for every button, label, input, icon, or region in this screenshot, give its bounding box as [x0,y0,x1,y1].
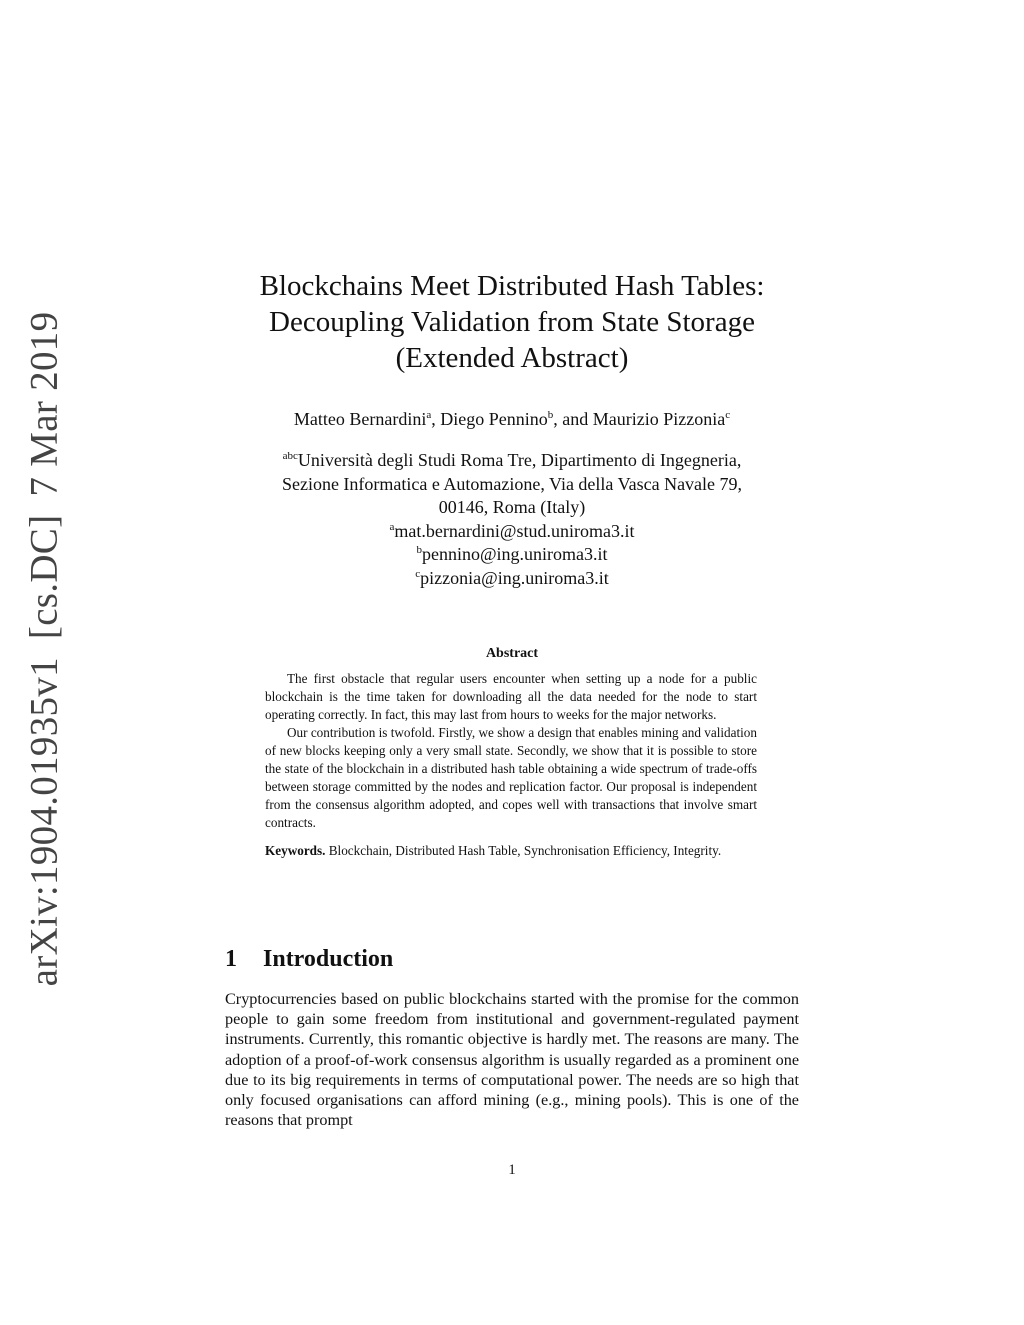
section-heading [225,946,393,973]
affiliation-line-2: Sezione Informatica e Automazione, Via della Vasca Navale 79, [281,473,743,494]
affiliation-mark: abc [282,450,298,462]
arxiv-date: 7 Mar 2019 [22,311,66,497]
author-affil-mark: a [426,409,432,421]
author-name: Maurizio Pizzonia [592,409,726,429]
email-mark: a [389,520,395,533]
email-b[interactable]: pennino@ing.uniroma3.it [421,544,608,564]
abstract-body [265,670,757,860]
title-line-3: (Extended Abstract) [395,342,629,374]
title-line-1: Blockchains Meet Distributed Hash Tables: [259,270,765,302]
arxiv-id: arXiv:1904.01935v1 [22,657,66,987]
author-name: Matteo Bernardini [293,409,427,429]
author-name: Diego Pennino [440,409,548,429]
section-title: Introduction [263,946,394,972]
keywords-list: Blockchain, Distributed Hash Table, Synchronisation Efficiency, Integrity. [328,843,722,858]
author-affil-mark: b [547,409,554,421]
affiliation-text: Università degli Studi Roma Tre, Dipartimento di Ingegneria, [297,450,742,470]
abstract-paragraph-2: Our contribution is twofold. Firstly, we show a design that enables mining and validation of new blocks keeping only a very small state. Secondly, we show that it is possible to store the state of the blockchain in a distributed hash table obtaining a wide spectrum of trade-offs between storage committed by the nodes and replication factor. Our proposal is independent from the consensus algorithm adopted, and copes well with transactions that involve smart contracts. [265,725,757,830]
email-mark: b [416,544,422,556]
paper-title [150,268,874,376]
author-list: Matteo Bernardini$^a$, Diego Pennino$^b$, and Maurizio Pizzonia$^c$ [293,409,731,429]
arxiv-stamp [22,294,67,987]
keywords [265,842,757,860]
email-c[interactable]: pizzonia@ing.uniroma3.it [420,567,609,588]
affiliation-block [150,449,874,590]
abstract-heading: Abstract [485,646,539,661]
email-mark: c [415,567,421,580]
intro-paragraph: Cryptocurrencies based on public blockchains started with the promise for the common people to gain some freedom from institutional and government-regulated payment instruments. Currently, this romantic objective is hardly met. The reasons are many. The adoption of a proof-of-work consensus algorithm is usually regarded as a prominent one due to its big requirements in terms of computational power. The needs are so high that only focused organisations can afford mining (e.g., mining pools). This is one of the reasons that prompt [225,990,799,1130]
author-affil-mark: c [725,409,731,421]
email-line [150,543,874,567]
title-line-2: Decoupling Validation from State Storage [269,306,755,338]
arxiv-category: [cs.DC] [22,514,66,640]
abstract-paragraph-1: The first obstacle that regular users encounter when setting up a node for a public blockchain is the time taken for downloading all the data needed for the node to start operating correctly. In fact, this may last from hours to weeks for the major networks. [265,671,757,722]
section-number: 1 [225,946,237,972]
affiliation-line-3: 00146, Roma (Italy) [438,497,586,517]
email-a[interactable]: mat.bernardini@stud.uniroma3.it [394,520,635,541]
section-body [225,989,799,1130]
keywords-label: Keywords. [265,843,326,858]
email-line [150,520,874,544]
email-line [150,567,874,591]
page-number: 1 [508,1162,516,1178]
affiliation-line-1 [150,449,874,473]
